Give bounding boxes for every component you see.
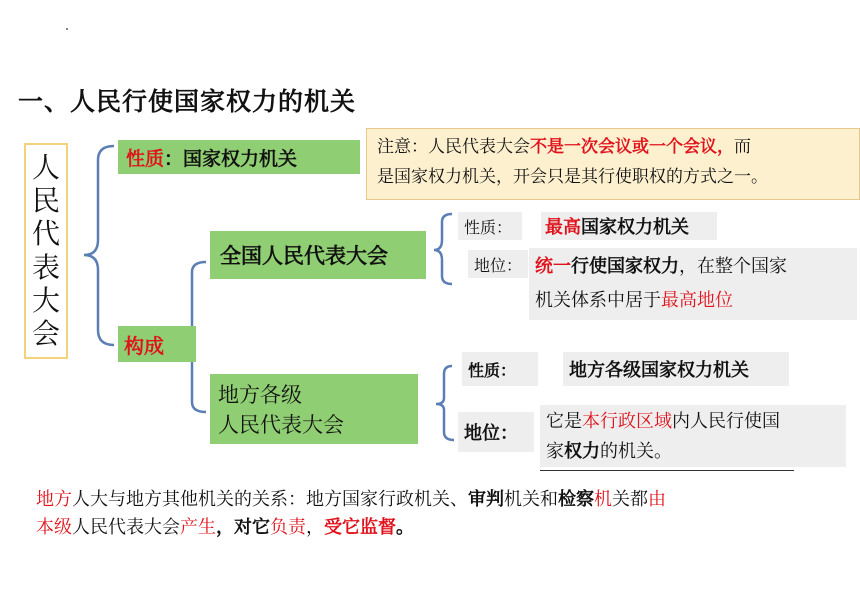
para-text: 关都 [612,489,648,510]
note-text: 而 [734,137,751,157]
judicial-text: 审判 [468,489,504,510]
supervised-text: 受它监督 [324,517,396,538]
note-line-2: 是国家权力机关，开会只是其行使职权的方式之一。 [377,167,768,187]
para-red-text: 机 [594,489,612,510]
nature-value: 国家权力机关 [183,147,298,170]
nature-label: 性质 [126,147,165,170]
root-char: 民 [31,183,60,217]
para-text: ，对它 [216,517,270,538]
para-text: 机关和 [504,489,558,510]
note-line-1 [377,132,859,162]
nature-colon: ： [164,147,184,170]
responsible-text: 负责 [270,517,306,538]
relationship-line-2 [36,514,826,542]
para-text: 人大与地方其他机关的关系：地方国家行政机关、 [72,489,468,510]
local-congress-box [210,374,418,444]
local-text: 地方 [36,489,72,510]
para-text: 。 [396,517,414,538]
unified-text: 统一 [535,256,571,277]
underline [540,470,794,471]
local-status-line-2 [546,437,846,467]
national-status-label: 地位： [468,250,528,278]
local-nature-value: 地方各级国家权力机关 [563,352,789,386]
note-box [366,128,860,200]
nature-text: 国家权力机关 [581,217,689,238]
relationship-paragraph [36,486,826,542]
status-line-1 [535,250,857,284]
status-text: 它是 [546,411,582,432]
power-text: 权力 [564,441,600,462]
status-text: 的机关。 [600,441,672,462]
root-char: 表 [31,250,60,284]
para-text: ， [306,517,324,538]
national-congress-box: 全国人民代表大会 [210,231,426,279]
relationship-line-1 [36,486,826,514]
root-char: 人 [31,150,60,184]
status-text: ，在整个国家 [679,256,787,277]
status-line-2 [535,284,857,318]
composition-label: 构成 [124,333,164,358]
root-char: 大 [31,283,60,317]
root-char: 会 [31,317,60,351]
status-text: 机关体系中居于 [535,290,661,311]
para-red-text: 由 [648,489,666,510]
status-text: 行使国家 [571,256,643,277]
region-text: 本行政区域 [582,411,672,432]
procuratorial-text: 检察 [558,489,594,510]
local-status-line-1 [546,407,846,437]
local-name-line-2: 人民代表大会 [218,413,344,437]
composition-box [118,326,196,362]
local-brace [436,366,454,440]
national-status-value [529,248,857,320]
power-text: 权力 [643,256,679,277]
note-text: 注意：人民代表大会 [377,137,530,157]
local-nature-label: 性质： [462,352,538,386]
national-brace [434,214,452,284]
produced-text: 产生 [180,517,216,538]
highest-status-text: 最高地位 [661,290,733,311]
main-brace [84,146,114,345]
nature-box [118,140,360,174]
section-title: 一、人民行使国家权力的机关 [18,87,357,116]
national-nature-label: 性质： [458,212,522,240]
national-nature-value [541,212,717,240]
root-char: 代 [31,217,60,251]
local-name-line-1: 地方各级 [218,383,302,407]
people-congress-vertical-label [24,143,68,359]
status-text: 内人民行使国 [672,411,780,432]
local-status-value [540,405,846,467]
status-text: 家 [546,441,564,462]
note-emphasis: 不是一次会议或一个会议， [530,137,734,157]
same-level-text: 本级 [36,517,72,538]
highest-text: 最高 [545,217,581,238]
para-text: 人民代表大会 [72,517,180,538]
local-status-label: 地位： [458,412,534,452]
